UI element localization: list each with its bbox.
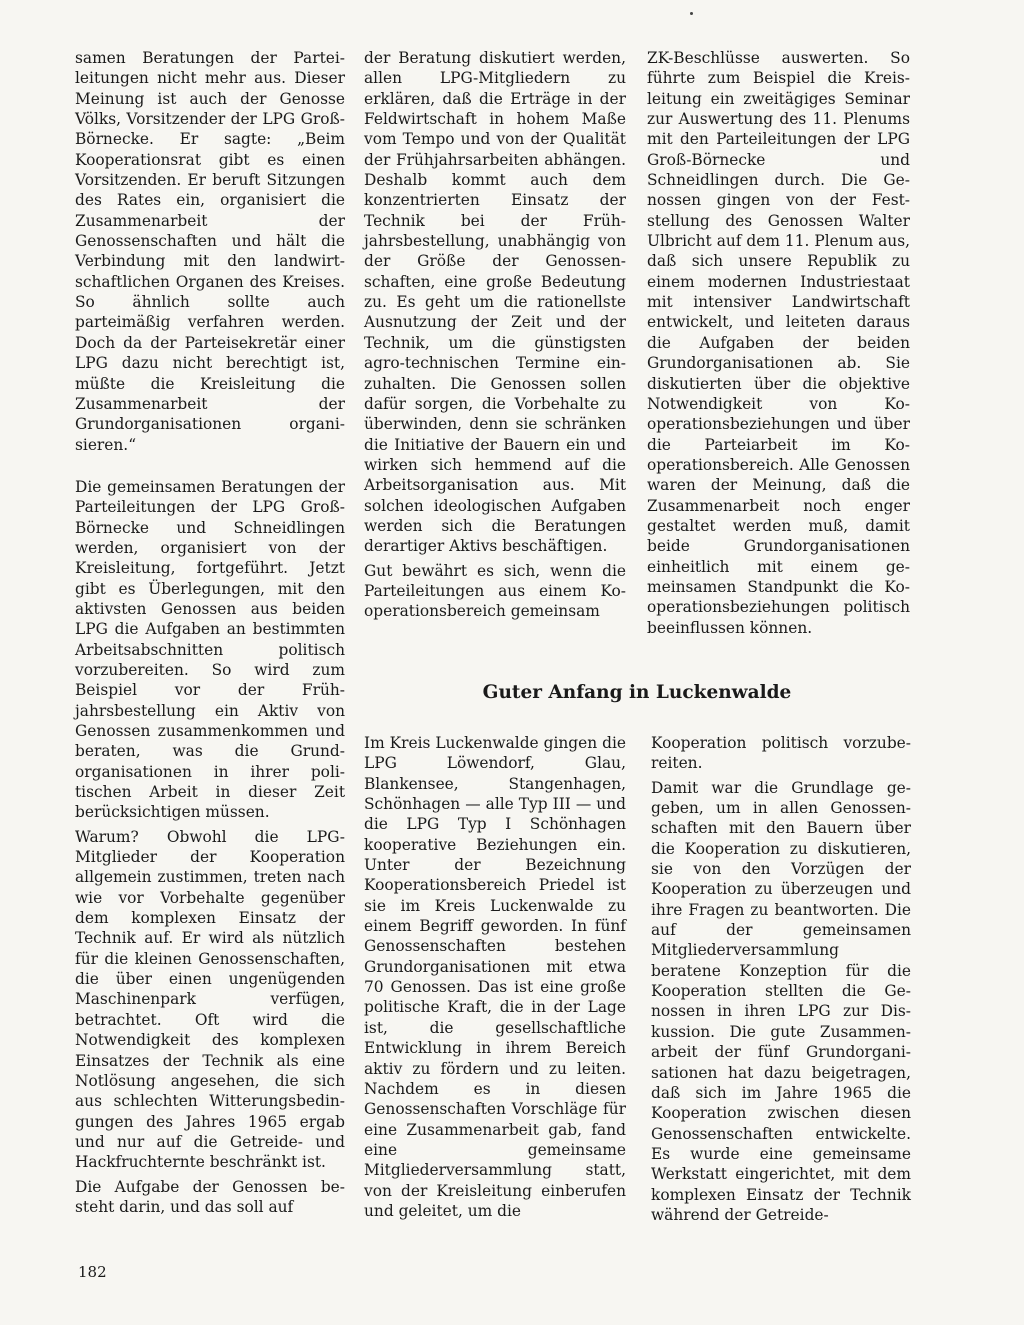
paragraph: Damit war die Grundlage gegeben, um in allen Genossenschaften mit den Bauern über die Kooperation zu diskutieren, sie von den Vorzügen der Kooperation zu überzeugen und ihre Fragen zu beantworten. Die auf der gemeinsamen Mitgliederversammlung beratene Konzeption für die Kooperation stellten die Genossen in ihren LPG zur Diskussion. Die gute Zusammenarbeit der fünf Grundorganisationen hat dazu beigetragen, daß sich im Jahre 1965 die Kooperation zwischen diesen Genossenschaften entwickelte. Es wurde eine gemeinsame Werkstatt eingerichtet, mit dem komplexen Einsatz der Technik während der Getreide-: [651, 778, 911, 1224]
page-number: 182: [78, 1263, 107, 1281]
text-column-3: [647, 48, 910, 638]
scan-speck: [690, 12, 693, 15]
paragraph: Im Kreis Luckenwalde gingen die LPG Löwendorf, Glau, Blankensee, Stangenhagen, Schönhagen — alle Typ III — und die LPG Typ I Schönhagen kooperative Beziehungen ein. Unter der Bezeichnung Kooperationsbereich Priedel ist sie im Kreis Luckenwalde zu einem Begriff geworden. In fünf Genossenschaften bestehen Grundorganisationen mit etwa 70 Genossen. Das ist eine große politische Kraft, die in der Lage ist, die gesellschaftliche Entwicklung in ihrem Bereich aktiv zu fördern und zu leiten. Nachdem es in diesen Genossenschaften Vorschläge für eine Zusammenarbeit gab, fand eine gemeinsame Mitgliederversammlung statt, von der Kreisleitung einberufen und geleitet, um die: [364, 734, 626, 1220]
paragraph: Gut bewährt es sich, wenn die Parteileitungen aus einem Kooperationsbereich gemeinsam: [364, 561, 626, 621]
section-heading: Guter Anfang in Luckenwalde: [482, 682, 792, 703]
text-column-2: [364, 48, 626, 622]
paragraph: samen Beratungen der Parteileitungen nicht mehr aus. Dieser Meinung ist auch der Genosse Völks, Vorsitzender der LPG Groß-Börnecke. Er sagte: „Beim Kooperationsrat gibt es einen Vorsitzenden. Er beruft Sitzungen des Rates ein, organisiert die Zusammenarbeit der Genossenschaften und hält die Verbindung mit den landwirtschaftlichen Organen des Kreises. So ähnlich sollte auch parteimäßig verfahren werden. Doch da der Parteisekretär einer LPG dazu nicht berechtigt ist, müßte die Kreisleitung die Zusammenarbeit der Grundorganisationen organisieren.“: [75, 49, 345, 454]
text-column-4: [364, 733, 626, 1221]
paragraph: der Beratung diskutiert werden, allen LPG-Mitgliedern zu erklären, daß die Erträge in der Feldwirtschaft in hohem Maße vom Tempo und von der Qualität der Frühjahrsarbeiten abhängen. Deshalb kommt auch dem konzentrierten Einsatz der Technik bei der Frühjahrsbestellung, unabhängig von der Größe der Genossenschaften, eine große Bedeutung zu. Es geht um die rationellste Ausnutzung der Zeit und der Technik, um die günstigsten agro-technischen Termine einzuhalten. Die Genossen sollen dafür sorgen, die Vorbehalte zu überwinden, denn sie schränken die Initiative der Bauern ein und wirken sich hemmend auf die Arbeitsorganisation aus. Mit solchen ideologischen Aufgaben werden sich die Beratungen derartiger Aktivs beschäftigen.: [364, 49, 626, 556]
paragraph: ZK-Beschlüsse auswerten. So führte zum Beispiel die Kreisleitung ein zweitägiges Seminar zur Auswertung des 11. Plenums mit den Parteileitungen der LPG Groß-Börnecke und Schneidlingen durch. Die Genossen gingen von der Feststellung des Genossen Walter Ulbricht auf dem 11. Plenum aus, daß sich unsere Republik zu einem modernen Industriestaat mit intensiver Landwirtschaft entwickelt, und leiteten daraus die Aufgaben der beiden Grundorganisationen ab. Sie diskutierten über die objektive Notwendigkeit von Kooperationsbeziehungen und über die Parteiarbeit im Kooperationsbereich. Alle Genossen waren der Meinung, daß die Zusammenarbeit noch enger gestaltet werden muß, damit beide Grundorganisationen einheitlich mit einem gemeinsamen Standpunkt die Kooperationsbeziehungen politisch beeinflussen können.: [647, 49, 910, 637]
paragraph: Warum? Obwohl die LPG-Mitglieder der Kooperation allgemein zustimmen, treten nach wie vor Vorbehalte gegenüber dem komplexen Einsatz der Technik auf. Er wird als nützlich für die kleinen Genossenschaften, die über einen ungenügenden Maschinenpark verfügen, betrachtet. Oft wird die Notwendigkeit des komplexen Einsatzes der Technik als eine Notlösung angesehen, die sich aus schlechten Witterungsbedingungen des Jahres 1965 ergab und nur auf die Getreide- und Hackfruchternte beschränkt ist.: [75, 827, 345, 1172]
paragraph: Die gemeinsamen Beratungen der Parteileitungen der LPG Groß-Börnecke und Schneidlingen werden, organisiert von der Kreisleitung, fortgeführt. Jetzt gibt es Überlegungen, mit den aktivsten Genossen aus beiden LPG die Aufgaben an bestimmten Arbeitsabschnitten politisch vorzubereiten. So wird zum Beispiel vor der Frühjahrsbestellung ein Aktiv von Genossen zusammenkommen und beraten, was die Grundorganisationen in ihrer politischen Arbeit in dieser Zeit berücksichtigen müssen.: [75, 477, 345, 822]
paragraph: Die Aufgabe der Genossen besteht darin, und das soll auf: [75, 1177, 345, 1216]
paragraph: Kooperation politisch vorzubereiten.: [651, 734, 911, 773]
text-column-1: [75, 48, 345, 1217]
text-column-5: [651, 733, 911, 1225]
